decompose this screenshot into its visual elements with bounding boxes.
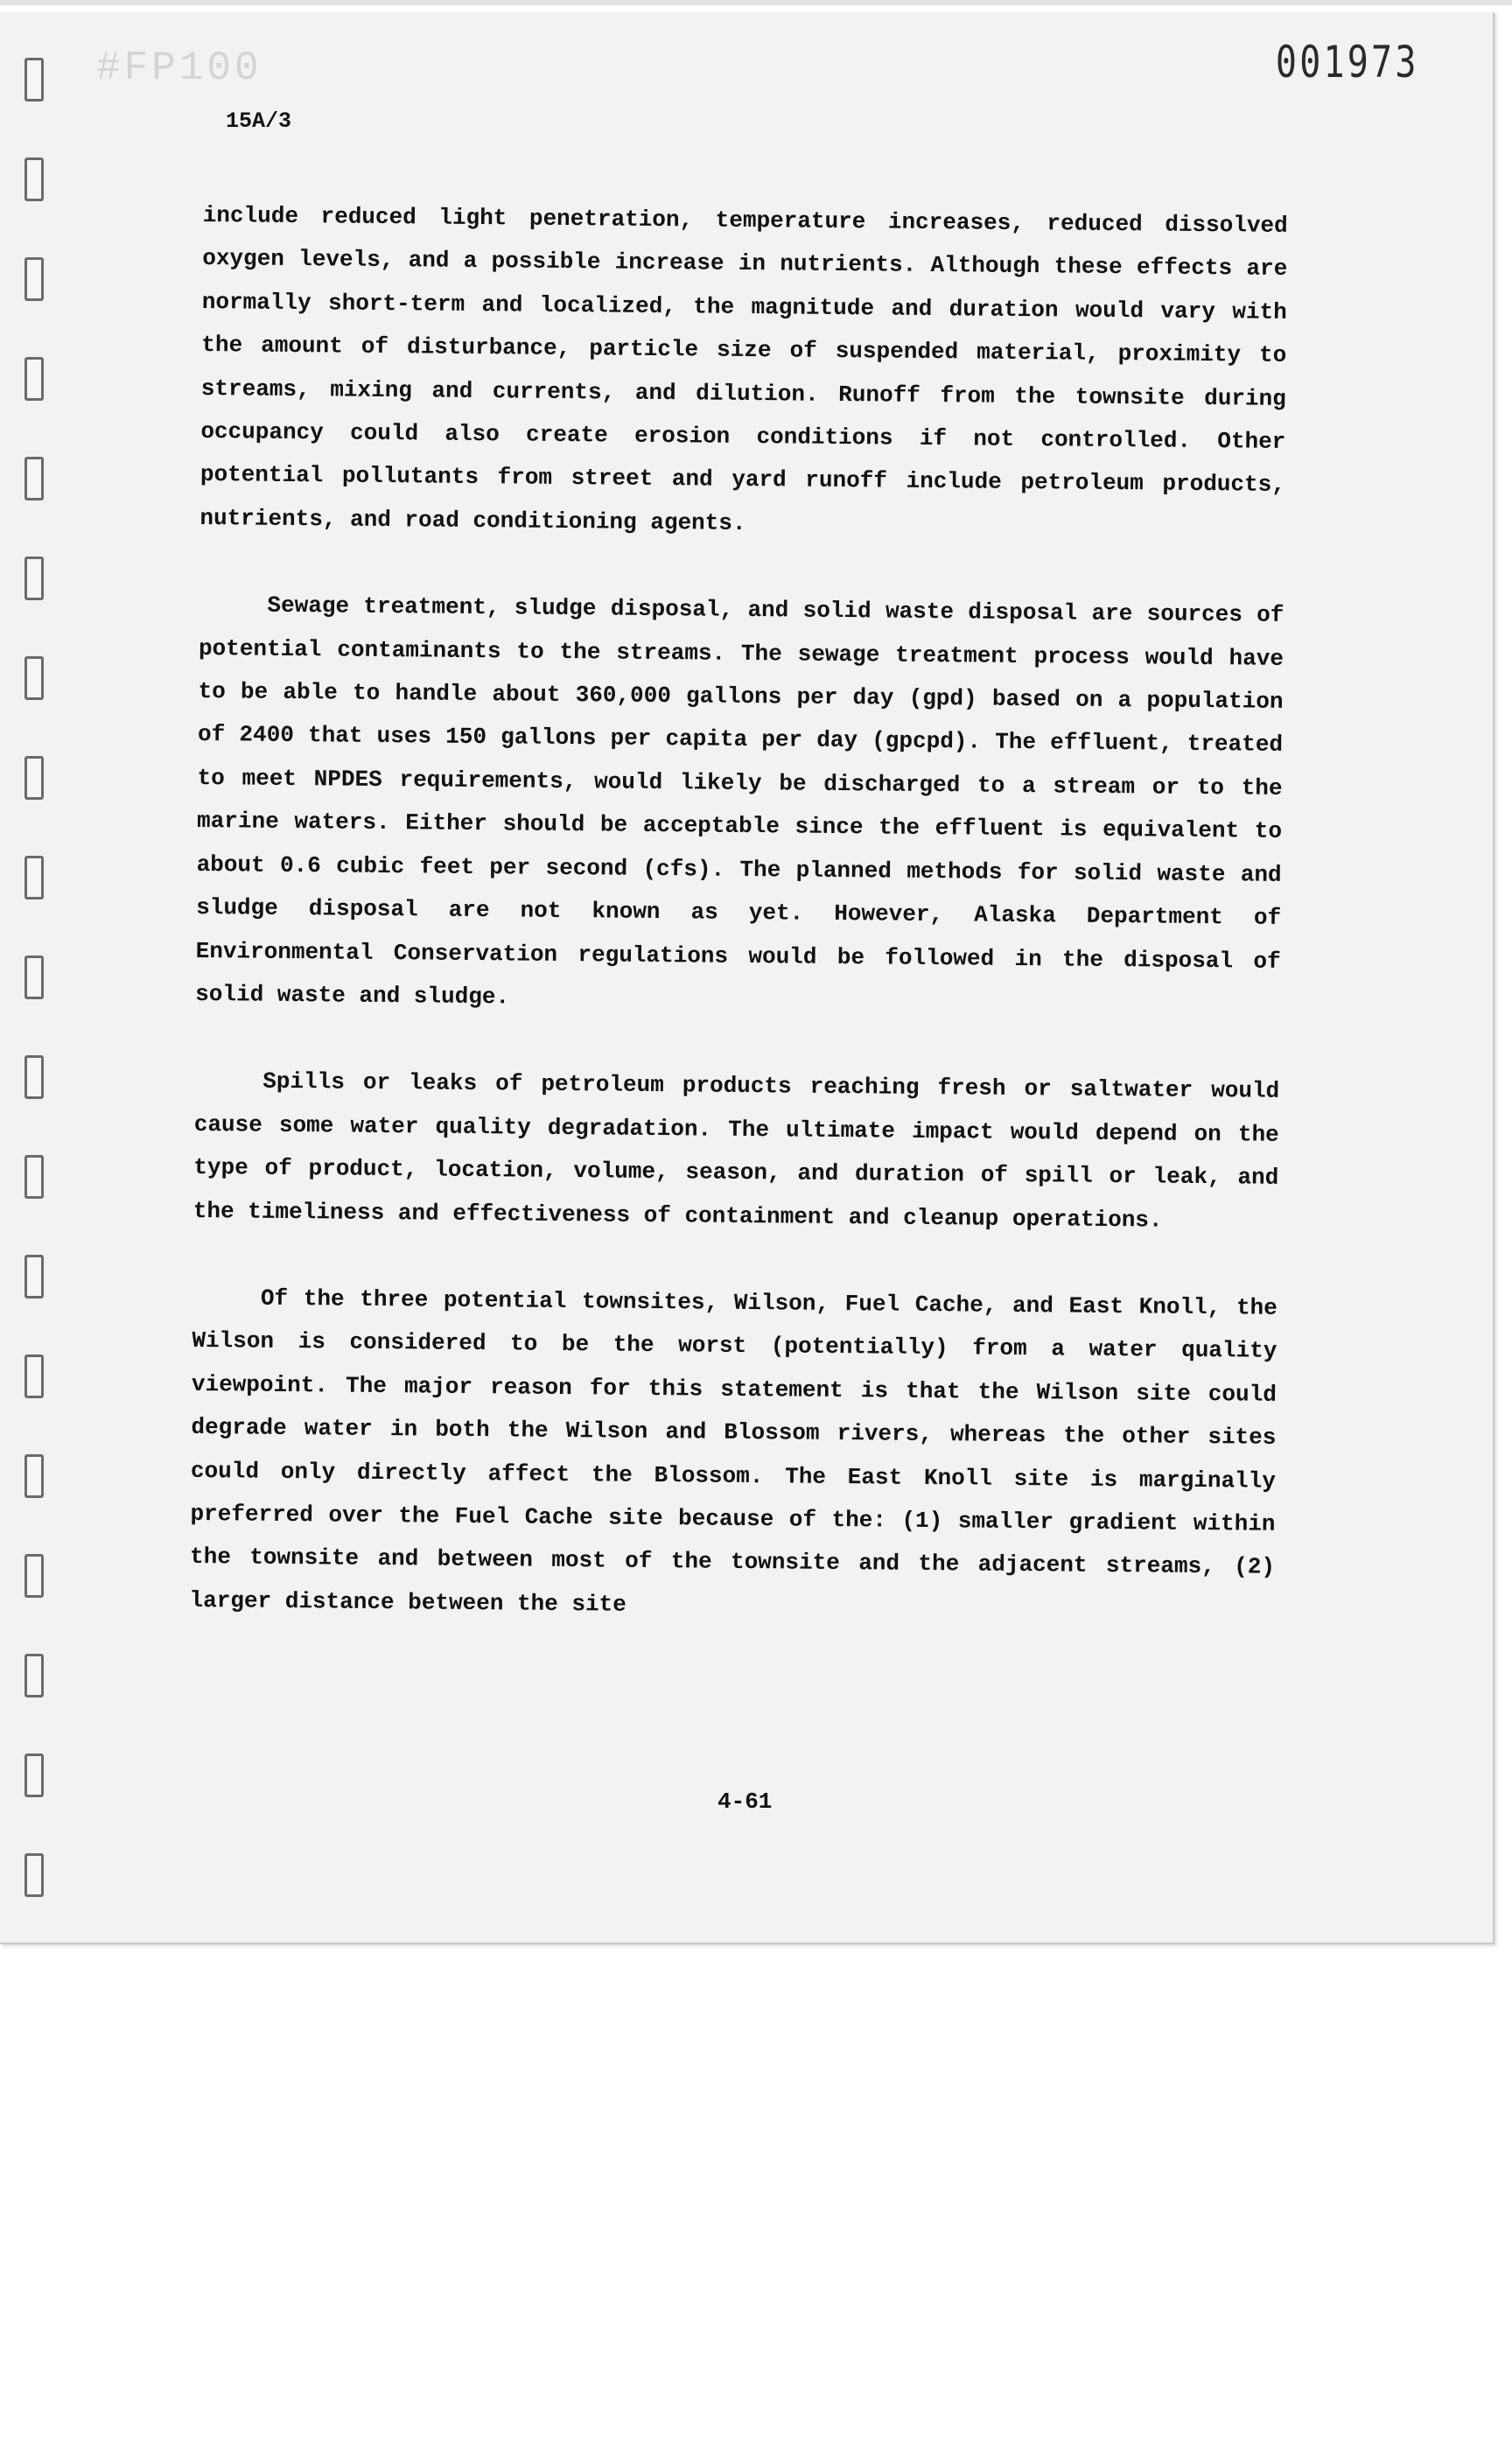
paragraph-1: include reduced light penetration, temperature increases, reduced dissolved oxygen levels, and a possible increase in nutrients. Although these effects are normally short-term and localized, the magnitude and duration would vary with the amount of disturbance, particle size of suspended material, proximity to streams, mixing and currents, and dilution. Runoff from the townsite during occupancy could also create erosion conditions if not controlled. Other potential pollutants from street and yard runoff include petroleum products, nutrients, and road conditioning agents.: [200, 201, 1288, 536]
binder-hole-7: [24, 656, 44, 700]
paragraph-2: Sewage treatment, sludge disposal, and solid waste disposal are sources of potential contaminants to the streams. The sewage treatment process would have to be able to handle about 360,000 gallons per day (gpd) based on a population of 2400 that uses 150 gallons per capita per day (gpcpd). The effluent, treated to meet NPDES requirements, would likely be discharged to a stream or to the marine waters. Either should be acceptable since the effluent is equivalent to about 0.6 cubic feet per second (cfs). The planned methods for solid waste and sludge disposal are not known as yet. However, Alaska Department of Environmental Conservation regulations would be followed in the disposal of solid waste and sludge.: [195, 592, 1284, 1011]
binder-hole-1: [24, 58, 44, 102]
binder-hole-11: [24, 1055, 44, 1099]
top-edge-strip: [0, 0, 1512, 5]
binder-hole-13: [24, 1255, 44, 1298]
page-number: 4-61: [718, 1788, 773, 1815]
document-number-stamp: 001973: [1276, 37, 1419, 88]
binder-hole-16: [24, 1554, 44, 1598]
binder-hole-6: [24, 556, 44, 600]
binder-hole-9: [24, 856, 44, 900]
binder-hole-14: [24, 1354, 44, 1398]
faded-stamp: #FP100: [96, 46, 262, 91]
binder-hole-17: [24, 1654, 44, 1698]
binder-hole-4: [24, 357, 44, 401]
document-code: 15A/3: [226, 108, 292, 134]
paragraph-3: Spills or leaks of petroleum products reaching fresh or saltwater would cause some water quality degradation. The ultimate impact would depend on the type of product, location, volume, season, and duration of spill or leak, and the timeliness and effectiveness of containment and cleanup operations.: [192, 1068, 1280, 1234]
binder-hole-2: [24, 158, 44, 201]
document-page: [0, 12, 1494, 1944]
binder-hole-19: [24, 1853, 44, 1897]
body-text: [189, 194, 1288, 1676]
binder-hole-18: [24, 1754, 44, 1797]
paragraph-4: Of the three potential townsites, Wilson, Fuel Cache, and East Knoll, the Wilson is considered to be the worst (potentially) from a water quality viewpoint. The major reason for this statement is that the Wilson site could degrade water in both the Wilson and Blossom rivers, whereas the other sites could only directly affect the Blossom. The East Knoll site is marginally preferred over the Fuel Cache site because of the: (1) smaller gradient within the townsite and between most of the townsite and the adjacent streams, (2) larger distance between the site: [189, 1284, 1278, 1618]
binder-hole-15: [24, 1454, 44, 1498]
binder-hole-8: [24, 756, 44, 800]
binder-hole-12: [24, 1155, 44, 1199]
binder-hole-3: [24, 257, 44, 301]
binder-hole-5: [24, 457, 44, 500]
binder-hole-10: [24, 956, 44, 999]
